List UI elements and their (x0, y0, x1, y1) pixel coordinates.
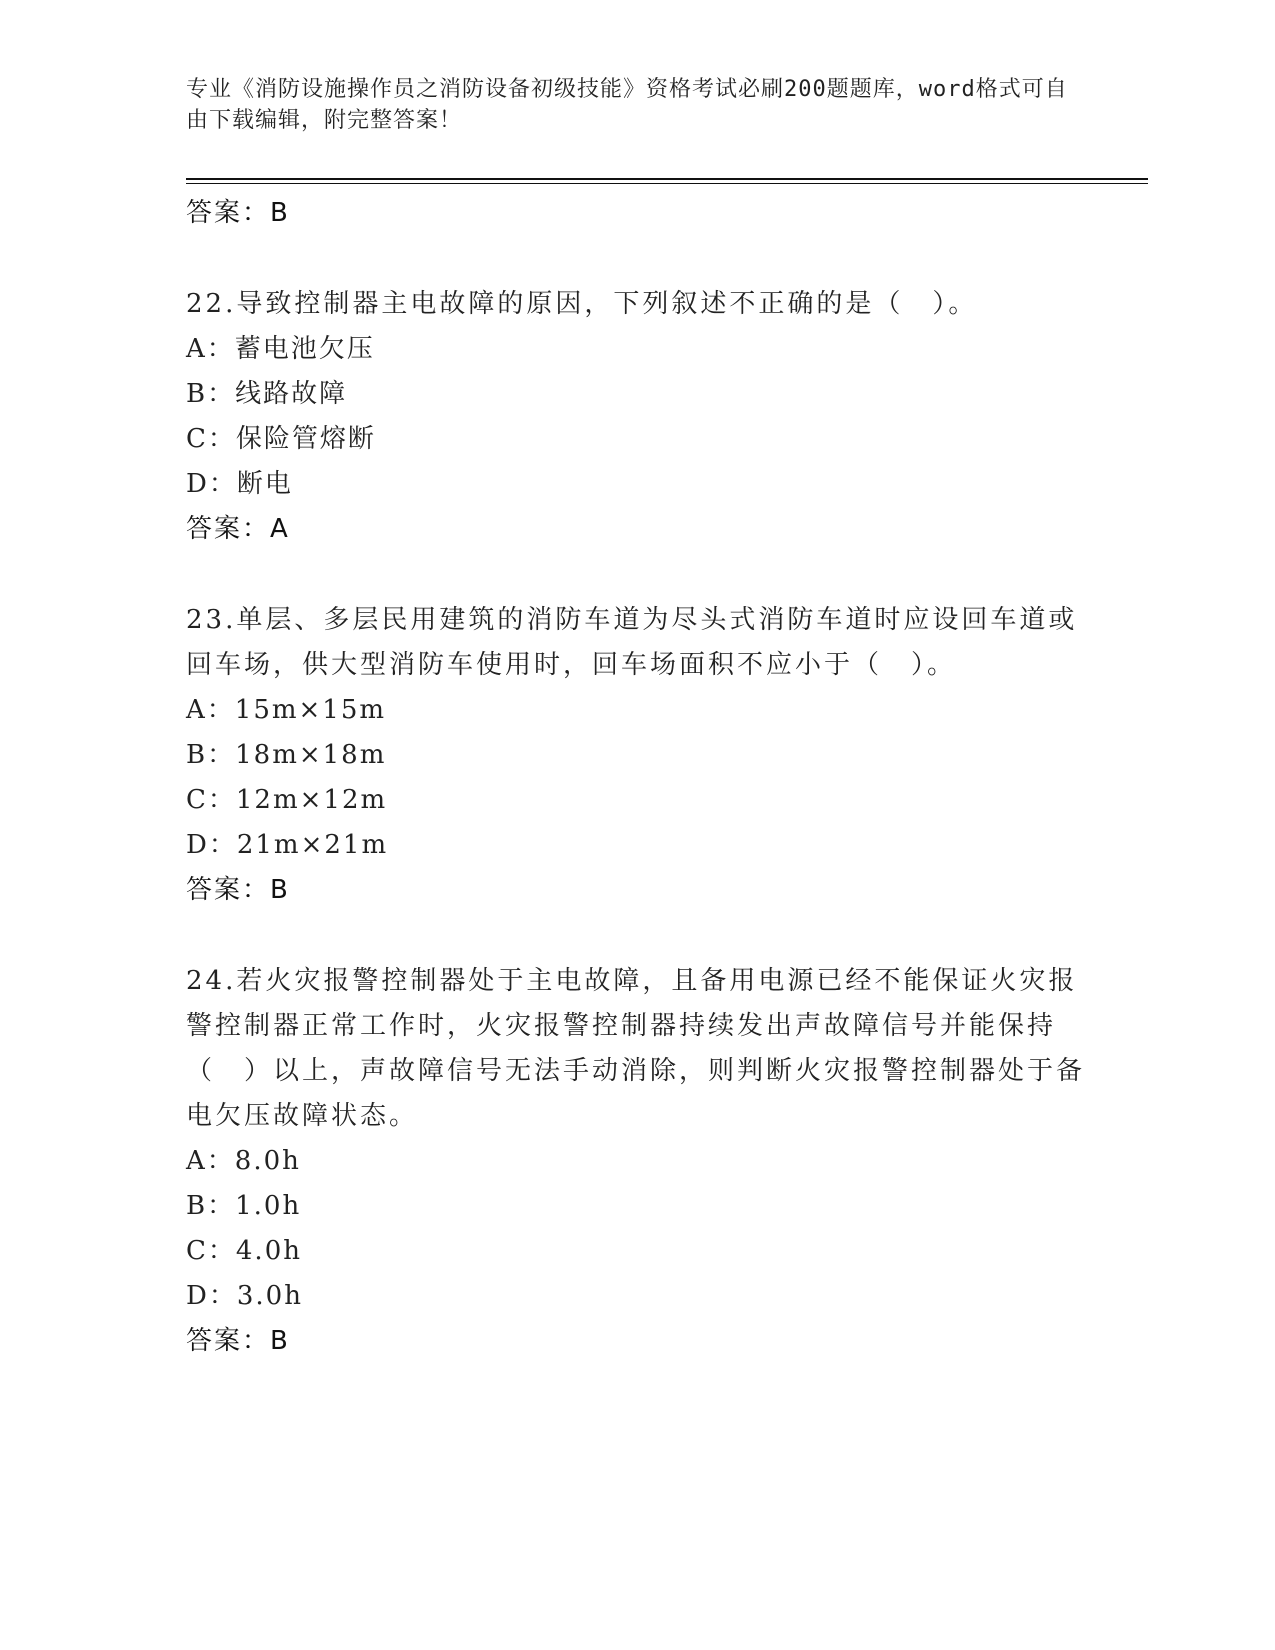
option-b: B：18m×18m (186, 740, 387, 770)
option-c: C：保险管熔断 (186, 424, 376, 454)
option-b: B：1.0h (186, 1191, 302, 1221)
previous-answer: 答案：B (186, 198, 290, 228)
option-d: D：21m×21m (186, 830, 389, 860)
question-answer: 答案：A (186, 514, 290, 544)
option-d: D：3.0h (186, 1281, 303, 1311)
option-a: A：15m×15m (186, 695, 387, 725)
question-list (186, 191, 1086, 1364)
option-c: C：4.0h (186, 1236, 302, 1266)
question-block (186, 282, 1086, 552)
question-text: 22.导致控制器主电故障的原因，下列叙述不正确的是（ ）。 (186, 289, 978, 319)
question-answer: 答案：B (186, 875, 290, 905)
question-answer: 答案：B (186, 1326, 290, 1356)
option-a: A：8.0h (186, 1146, 301, 1176)
option-c: C：12m×12m (186, 785, 388, 815)
question-text: 24.若火灾报警控制器处于主电故障，且备用电源已经不能保证火灾报警控制器正常工作时，火灾报警控制器持续发出声故障信号并能保持（ ）以上，声故障信号无法手动消除，则判断火灾报警控制器处于备电欠压故障状态。 (186, 966, 1086, 1131)
option-d: D：断电 (186, 469, 293, 499)
question-block (186, 598, 1086, 913)
document-header: 专业《消防设施操作员之消防设备初级技能》资格考试必刷200题题库，word格式可自由下载编辑，附完整答案！ (186, 77, 1068, 133)
option-b: B：线路故障 (186, 379, 348, 409)
option-a: A：蓄电池欠压 (186, 334, 375, 364)
question-block (186, 959, 1086, 1364)
question-text: 23.单层、多层民用建筑的消防车道为尽头式消防车道时应设回车道或回车场，供大型消防车使用时，回车场面积不应小于（ ）。 (186, 605, 1078, 680)
header-divider-thin (186, 183, 1148, 184)
header-divider-thick (186, 178, 1148, 180)
